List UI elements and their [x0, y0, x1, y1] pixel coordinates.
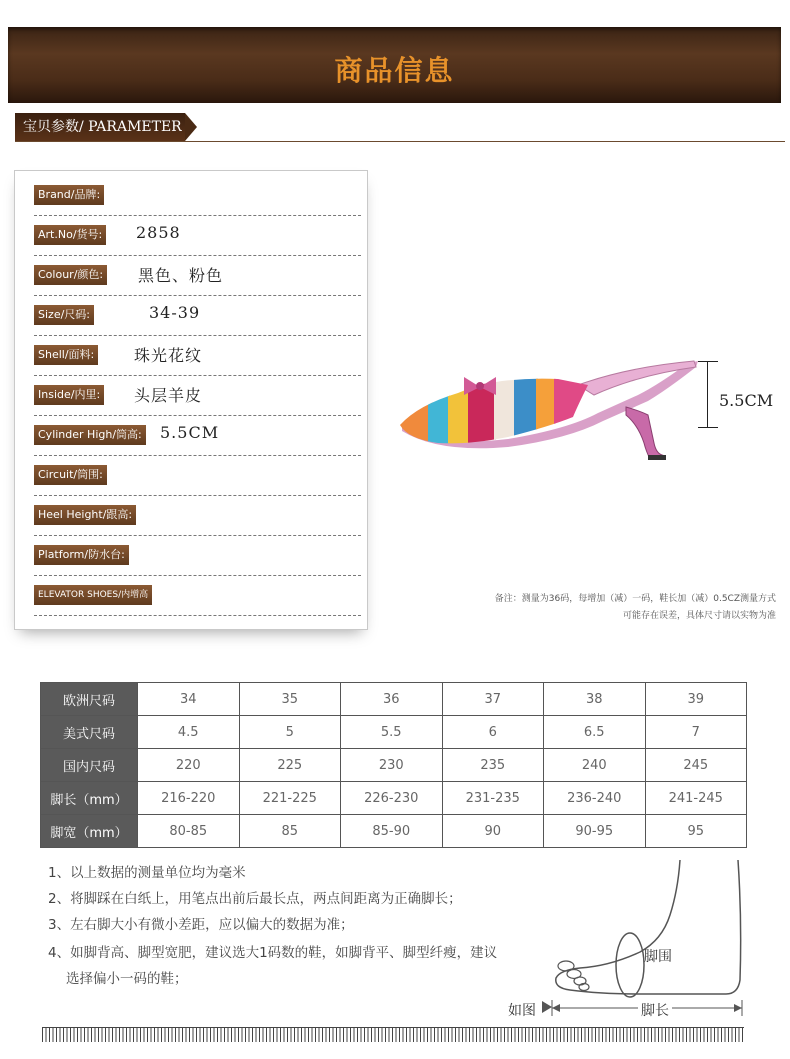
table-cell: 236-240: [544, 782, 646, 815]
instruction-item: 选择偏小一码的鞋；: [66, 971, 188, 987]
param-row-size: [34, 295, 361, 336]
param-row-shell: [34, 335, 361, 376]
length-label: 脚长: [638, 1000, 672, 1020]
table-cell: 90-95: [544, 815, 646, 848]
table-cell: 6: [442, 716, 544, 749]
table-cell: 5: [239, 716, 341, 749]
table-cell: 4.5: [138, 716, 240, 749]
param-row-heel-height: [34, 495, 361, 536]
table-cell: 85-90: [341, 815, 443, 848]
section-tab-arrow: [185, 113, 197, 141]
table-cell: 37: [442, 683, 544, 716]
param-row-art-no: [34, 215, 361, 256]
heel-dimension-cap: [698, 361, 718, 362]
parameter-card: [14, 170, 368, 630]
section-tab-parameter: 宝贝参数/ PARAMETER: [15, 113, 185, 141]
instruction-item: 4、如脚背高、脚型宽肥，建议选大1码数的鞋，如脚背平、脚型纤瘦，建议: [48, 945, 498, 961]
param-value: 黑色、粉色: [138, 266, 224, 285]
table-cell: 5.5: [341, 716, 443, 749]
table-cell: 39: [645, 683, 747, 716]
table-cell: 34: [138, 683, 240, 716]
table-cell: 95: [645, 815, 747, 848]
table-row: [41, 683, 747, 716]
param-label: Art.No/货号:: [34, 225, 106, 245]
table-cell: 85: [239, 815, 341, 848]
param-row-elevator: [34, 575, 361, 616]
param-value: 珠光花纹: [134, 346, 203, 365]
row-header: 欧洲尺码: [41, 683, 138, 716]
size-chart-table: [40, 682, 747, 848]
instruction-item: 1、以上数据的测量单位均为毫米: [48, 865, 246, 881]
table-row: [41, 815, 747, 848]
param-label: Shell/面料:: [34, 345, 98, 365]
row-header: 美式尺码: [41, 716, 138, 749]
table-cell: 225: [239, 749, 341, 782]
instruction-item: 3、左右脚大小有微小差距，应以偏大的数据为准；: [48, 917, 354, 933]
foot-diagram: [530, 860, 760, 1025]
table-cell: 38: [544, 683, 646, 716]
param-value: 5.5CM: [160, 423, 220, 442]
param-label: Platform/防水台:: [34, 545, 129, 565]
param-row-circuit: [34, 455, 361, 496]
param-value: 头层羊皮: [134, 386, 203, 405]
table-row: [41, 716, 747, 749]
table-cell: 7: [645, 716, 747, 749]
diagram-caption: 如图: [508, 1003, 536, 1019]
ruler: [42, 1027, 744, 1042]
note-line-2: 可能存在误差，具体尺寸请以实物为准: [622, 611, 776, 621]
instruction-item: 2、将脚踩在白纸上，用笔点出前后最长点，两点间距离为正确脚长；: [48, 891, 462, 907]
section-divider: [15, 141, 785, 142]
shoe-image: [398, 355, 698, 465]
girth-label: 脚围: [644, 949, 672, 965]
param-label: Heel Height/跟高:: [34, 505, 136, 525]
page-title: 商品信息: [334, 54, 455, 87]
note-line-1: 备注：测量为36码，每增加（减）一码，鞋长加（减）0.5CZ测量方式: [494, 594, 776, 604]
param-label: Circuit/筒围:: [34, 465, 107, 485]
table-cell: 216-220: [138, 782, 240, 815]
param-label: ELEVATOR SHOES/内增高: [34, 585, 152, 605]
param-row-inside: [34, 375, 361, 416]
table-cell: 221-225: [239, 782, 341, 815]
param-label: Inside/内里:: [34, 385, 104, 405]
param-label: Brand/品牌:: [34, 185, 104, 205]
table-cell: 80-85: [138, 815, 240, 848]
param-row-colour: [34, 255, 361, 296]
param-label: Cylinder High/筒高:: [34, 425, 146, 445]
table-row: [41, 782, 747, 815]
table-cell: 220: [138, 749, 240, 782]
heel-dimension-label: 5.5CM: [719, 391, 774, 410]
row-header: 国内尺码: [41, 749, 138, 782]
table-cell: 231-235: [442, 782, 544, 815]
table-cell: 35: [239, 683, 341, 716]
param-label: Size/尺码:: [34, 305, 94, 325]
table-cell: 6.5: [544, 716, 646, 749]
row-header: 脚长（mm）: [41, 782, 138, 815]
caption-arrow-icon: [542, 1001, 552, 1013]
row-header: 脚宽（mm）: [41, 815, 138, 848]
table-cell: 240: [544, 749, 646, 782]
heel-dimension-line: [707, 361, 708, 427]
param-label: Colour/颜色:: [34, 265, 107, 285]
table-cell: 36: [341, 683, 443, 716]
param-row-cylinder-high: [34, 415, 361, 456]
table-cell: 90: [442, 815, 544, 848]
table-cell: 226-230: [341, 782, 443, 815]
heel-dimension-cap: [698, 427, 718, 428]
table-cell: 241-245: [645, 782, 747, 815]
param-row-platform: [34, 535, 361, 576]
table-cell: 235: [442, 749, 544, 782]
param-row-brand: [34, 175, 361, 216]
header-banner: [8, 27, 781, 103]
table-cell: 230: [341, 749, 443, 782]
table-row: [41, 749, 747, 782]
param-value: 2858: [136, 223, 181, 242]
table-cell: 245: [645, 749, 747, 782]
param-value: 34-39: [149, 303, 201, 322]
